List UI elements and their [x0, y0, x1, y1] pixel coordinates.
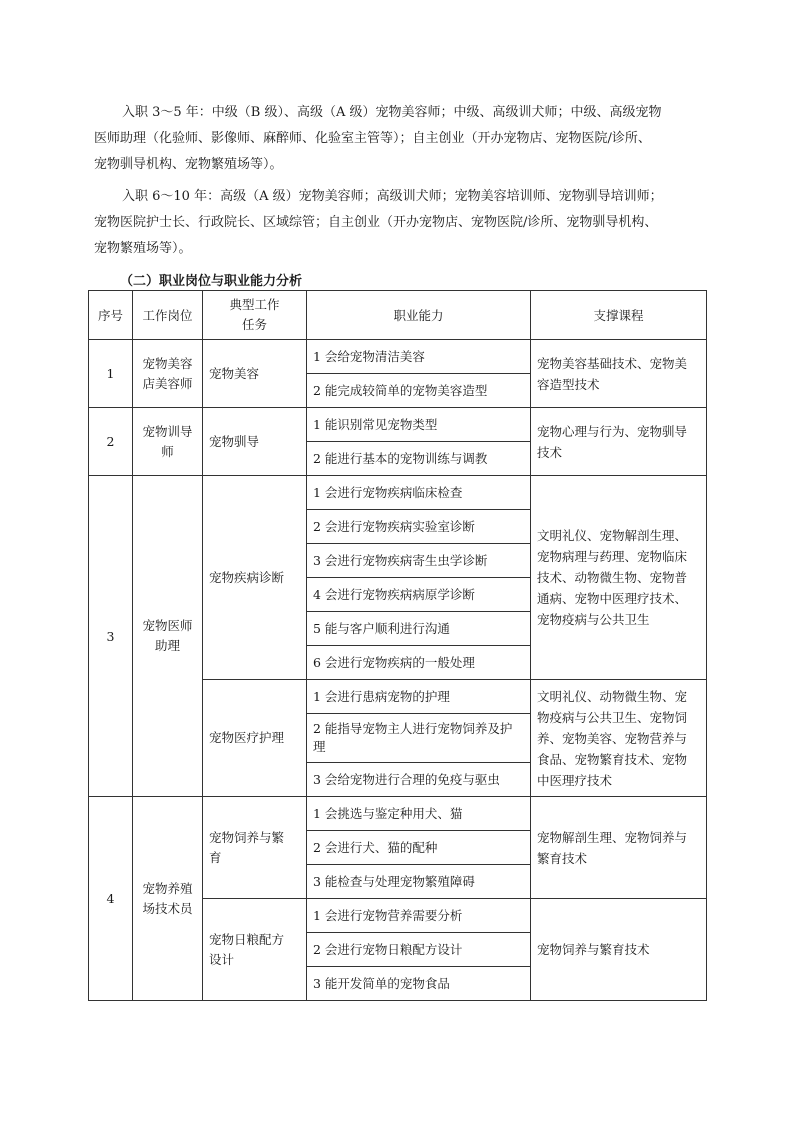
paragraph-line: 入职 3～5 年：中级（B 级）、高级（A 级）宠物美容师；中级、高级训犬师；中级、高级宠物: [122, 105, 662, 120]
row-number: 1: [89, 340, 133, 408]
header-num: 序号: [89, 291, 133, 340]
header-task: [203, 291, 307, 340]
course-cell: [531, 797, 707, 899]
position-cell: [133, 797, 203, 1001]
position-cell: [133, 476, 203, 797]
ability-cell: 2 能完成较简单的宠物美容造型: [307, 374, 531, 408]
header-task-line: 任务: [241, 317, 267, 332]
task-line: 育: [209, 849, 222, 865]
ability-cell: 2 会进行宠物疾病实验室诊断: [307, 510, 531, 544]
ability-cell: 3 会给宠物进行合理的免疫与驱虫: [307, 763, 531, 797]
task-cell: 宠物医疗护理: [203, 680, 307, 797]
position-cell: [133, 340, 203, 408]
position-line: 场技术员: [142, 900, 193, 916]
task-cell: [203, 899, 307, 1001]
course-line: 文明礼仪、动物微生物、宠: [537, 688, 688, 704]
course-cell: [531, 408, 707, 476]
ability-cell: 5 能与客户顺利进行沟通: [307, 612, 531, 646]
course-line: 容造型技术: [537, 376, 600, 392]
ability-cell: 1 会进行宠物营养需要分析: [307, 899, 531, 933]
ability-cell: 2 会进行犬、猫的配种: [307, 831, 531, 865]
ability-cell: 4 会进行宠物疾病病原学诊断: [307, 578, 531, 612]
row-number: 4: [89, 797, 133, 1001]
task-line: 宠物日粮配方: [209, 931, 285, 947]
course-line: 中医理疗技术: [537, 772, 613, 788]
ability-cell: 1 会挑选与鉴定种用犬、猫: [307, 797, 531, 831]
position-line: 宠物美容: [142, 355, 193, 371]
ability-cell: 3 能检查与处理宠物繁殖障碍: [307, 865, 531, 899]
course-line: 物疫病与公共卫生、宠物饲: [537, 709, 688, 725]
position-line: 店美容师: [142, 375, 193, 391]
course-line: 技术: [537, 444, 563, 460]
paragraph-line: 宠物驯导机构、宠物繁殖场等）。: [94, 157, 283, 172]
position-line: 宠物养殖: [142, 880, 193, 896]
course-line: 通病、宠物中医理疗技术、: [537, 591, 688, 606]
course-line: 文明礼仪、宠物解剖生理、: [537, 528, 688, 543]
career-ability-table: [88, 290, 707, 1001]
header-task-line: 典型工作: [229, 297, 280, 312]
ability-cell: 3 会进行宠物疾病寄生虫学诊断: [307, 544, 531, 578]
row-number: 3: [89, 476, 133, 797]
paragraph-line: 宠物医院护士长、行政院长、区域综管；自主创业（开办宠物店、宠物医院/诊所、宠物驯导机构、: [94, 215, 658, 230]
ability-cell: 1 能识别常见宠物类型: [307, 408, 531, 442]
ability-cell: 1 会进行宠物疾病临床检查: [307, 476, 531, 510]
course-cell: [531, 340, 707, 408]
course-line: 繁育技术: [537, 850, 588, 866]
paragraph-line: 医师助理（化验师、影像师、麻醉师、化验室主管等）；自主创业（开办宠物店、宠物医院/诊所、: [94, 131, 651, 146]
table-header-row: [89, 291, 707, 340]
ability-cell: 2 能指导宠物主人进行宠物饲养及护理: [307, 714, 531, 763]
ability-cell: 2 能进行基本的宠物训练与调教: [307, 442, 531, 476]
course-cell: [531, 476, 707, 680]
ability-cell: 1 会进行患病宠物的护理: [307, 680, 531, 714]
course-line: 宠物疫病与公共卫生: [537, 612, 650, 627]
position-line: 宠物训导: [142, 423, 193, 439]
career-paragraph-3-5-years: [94, 100, 704, 178]
section-title: （二）职业岗位与职业能力分析: [120, 274, 303, 289]
position-line: 助理: [154, 638, 180, 653]
row-number: 2: [89, 408, 133, 476]
task-cell: 宠物驯导: [203, 408, 307, 476]
career-paragraph-6-10-years: [94, 184, 704, 262]
table-row: [89, 797, 707, 831]
course-line: 宠物解剖生理、宠物饲养与: [537, 829, 688, 845]
course-cell: 宠物饲养与繁育技术: [531, 899, 707, 1001]
course-line: 养、宠物美容、宠物营养与: [537, 730, 688, 746]
paragraph-line: 入职 6～10 年：高级（A 级）宠物美容师；高级训犬师；宠物美容培训师、宠物驯导培训师；: [122, 189, 663, 204]
paragraph-line: 宠物繁殖场等）。: [94, 241, 192, 256]
course-line: 宠物心理与行为、宠物驯导: [537, 423, 688, 439]
table-row: [89, 340, 707, 374]
ability-cell: 3 能开发简单的宠物食品: [307, 967, 531, 1001]
course-line: 宠物美容基础技术、宠物美: [537, 355, 688, 371]
position-line: 师: [161, 443, 174, 459]
position-cell: [133, 408, 203, 476]
task-line: 宠物饲养与繁: [209, 829, 285, 845]
header-position: 工作岗位: [133, 291, 203, 340]
position-line: 宠物医师: [142, 618, 193, 633]
task-line: 设计: [209, 951, 235, 967]
task-cell: [203, 797, 307, 899]
ability-cell: 1 会给宠物清洁美容: [307, 340, 531, 374]
header-ability: 职业能力: [307, 291, 531, 340]
task-cell: 宠物疾病诊断: [203, 476, 307, 680]
course-line: 食品、宠物繁育技术、宠物: [537, 751, 688, 767]
ability-cell: 6 会进行宠物疾病的一般处理: [307, 646, 531, 680]
table-row: [89, 476, 707, 510]
course-line: 宠物病理与药理、宠物临床: [537, 549, 688, 564]
table-row: [89, 408, 707, 442]
ability-cell: 2 会进行宠物日粮配方设计: [307, 933, 531, 967]
course-line: 技术、动物微生物、宠物普: [537, 570, 688, 585]
task-cell: 宠物美容: [203, 340, 307, 408]
course-cell: [531, 680, 707, 797]
header-course: 支撑课程: [531, 291, 707, 340]
